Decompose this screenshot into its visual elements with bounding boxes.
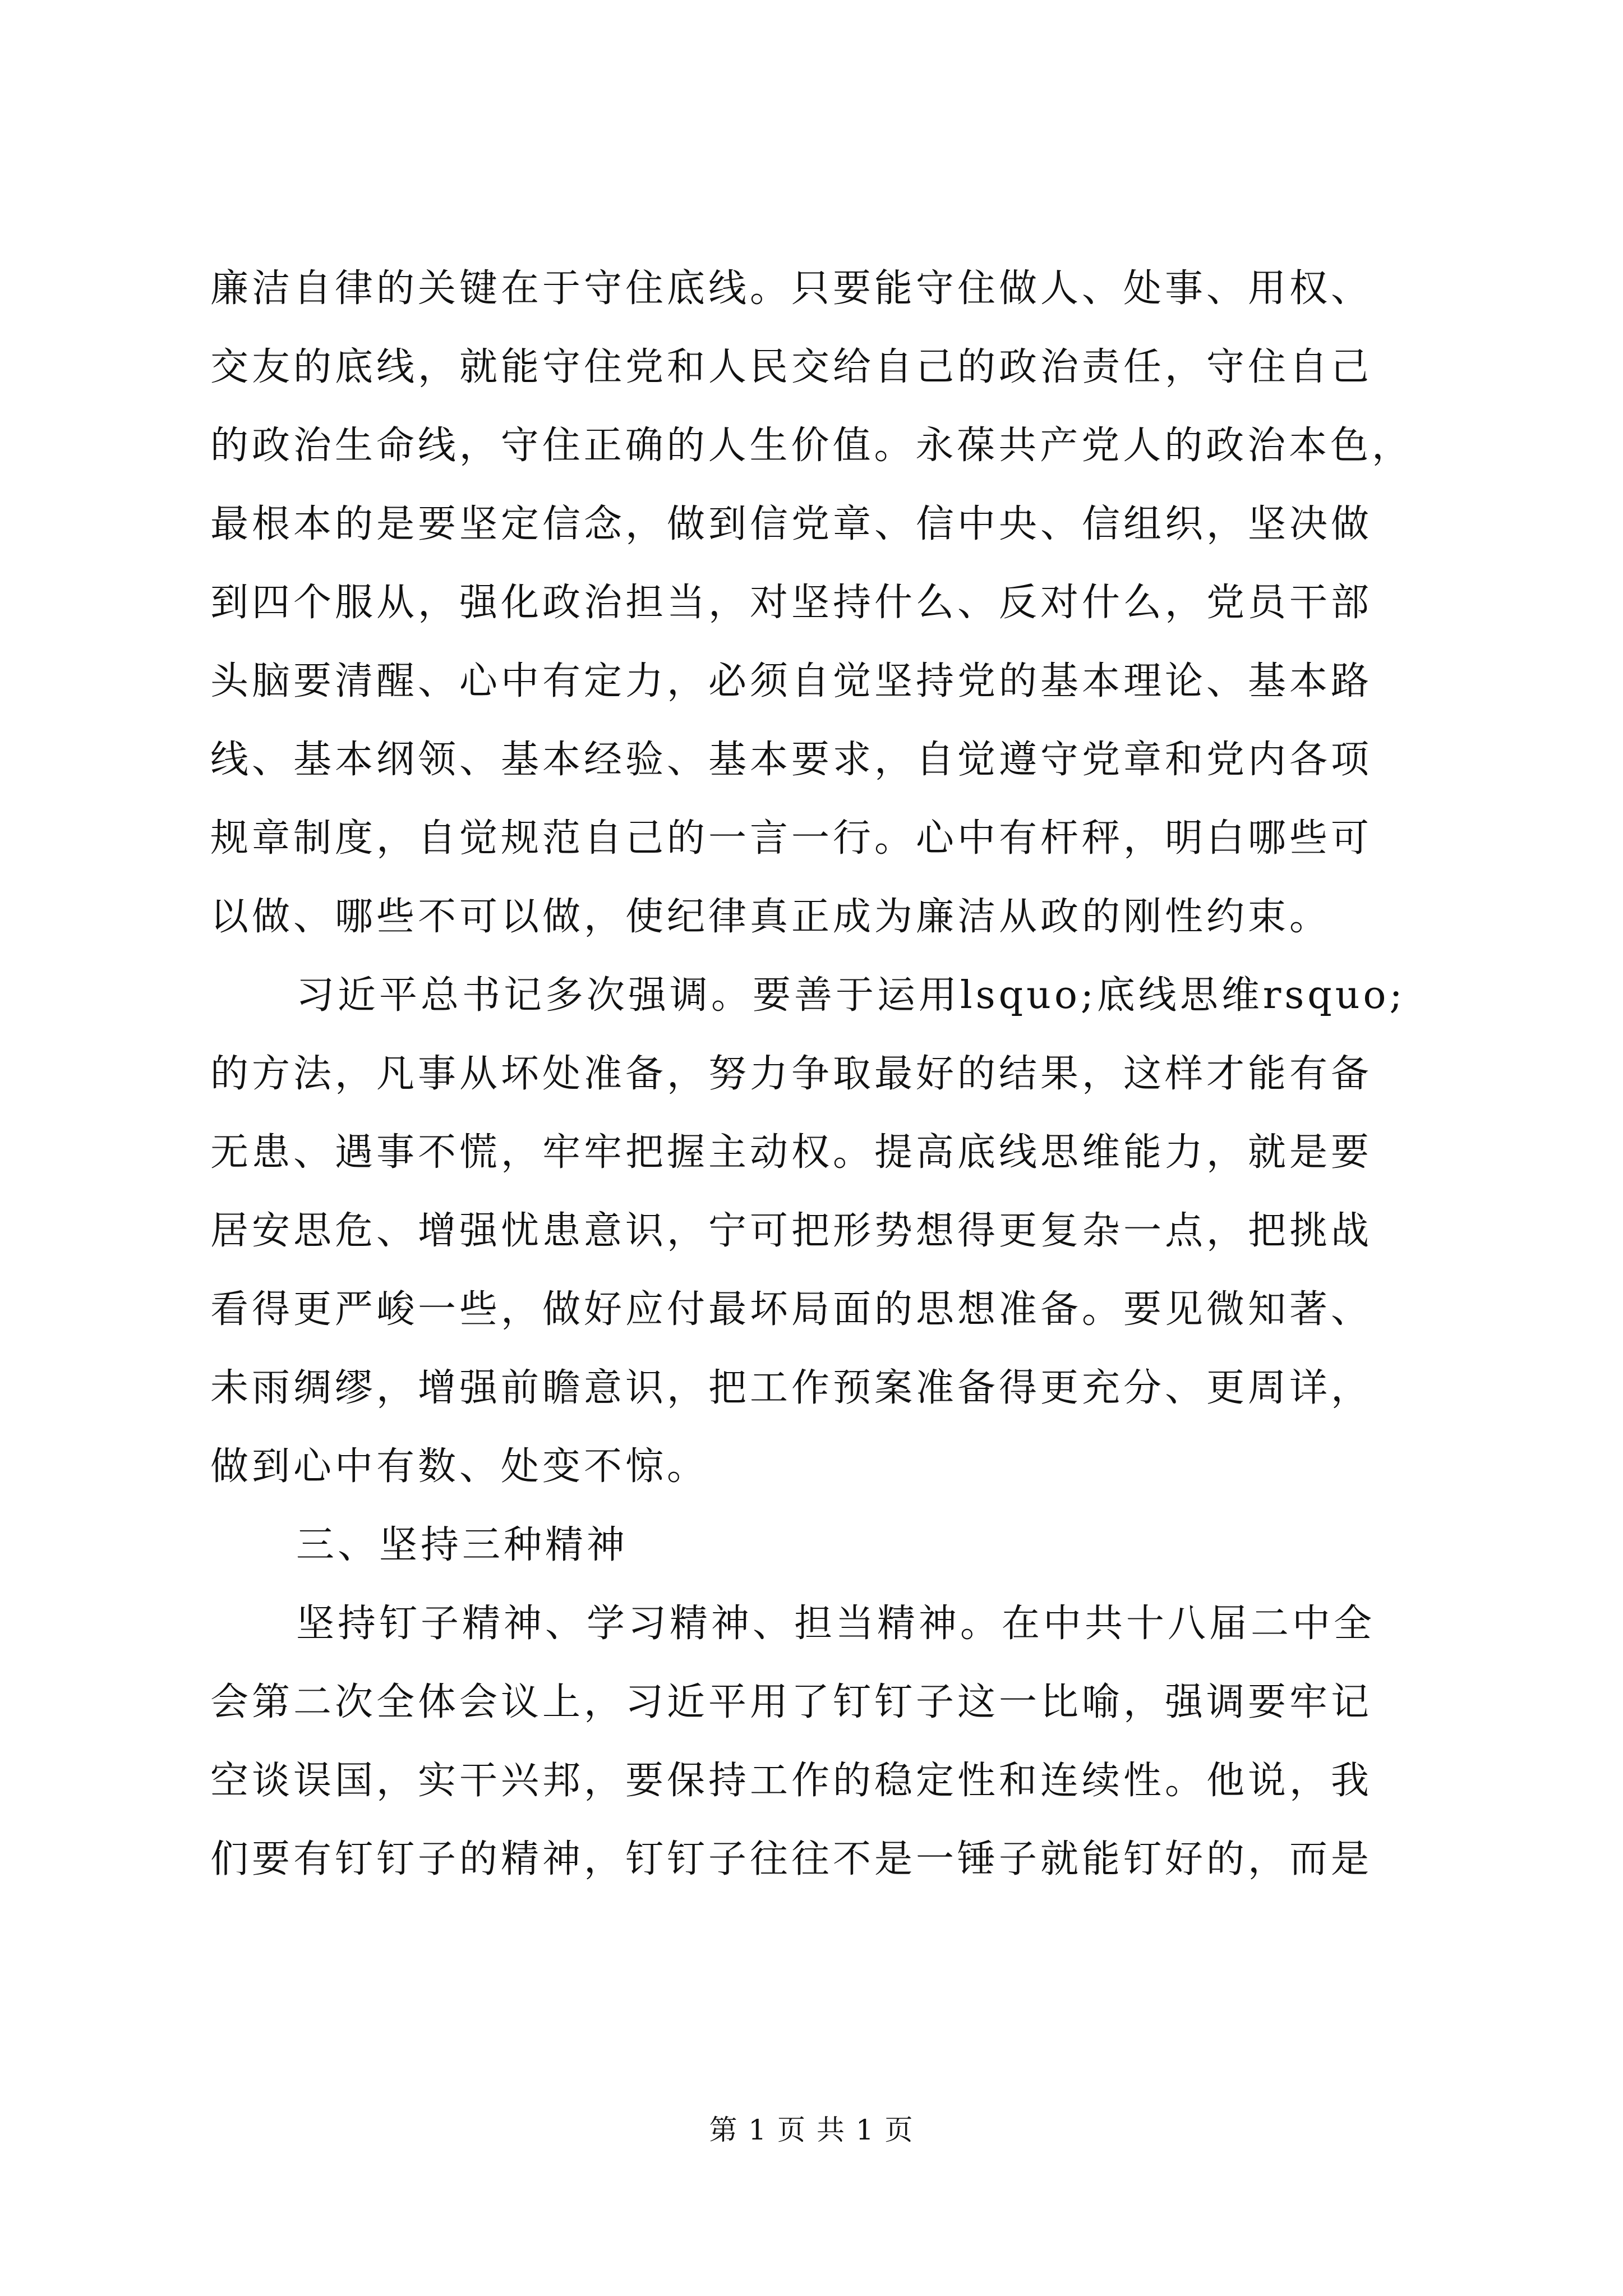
text-line: 坚持钉子精神、学习精神、担当精神。在中共十八届二中全 [296, 1602, 1376, 1646]
text-line: 到四个服从，强化政治担当，对坚持什么、反对什么，党员干部 [210, 581, 1373, 625]
text-line: 交友的底线，就能守住党和人民交给自己的政治责任，守住自己 [210, 345, 1373, 389]
text-line: 做到心中有数、处变不惊。 [210, 1444, 709, 1489]
section-heading: 三、坚持三种精神 [296, 1523, 629, 1567]
text-line: 以做、哪些不可以做，使纪律真正成为廉洁从政的刚性约束。 [210, 895, 1331, 939]
text-line: 的方法，凡事从坏处准备，努力争取最好的结果，这样才能有备 [210, 1052, 1373, 1096]
text-line: 看得更严峻一些，做好应付最坏局面的思想准备。要见微知著、 [210, 1287, 1373, 1332]
text-line: 廉洁自律的关键在于守住底线。只要能守住做人、处事、用权、 [210, 266, 1373, 311]
text-line: 们要有钉钉子的精神，钉钉子往往不是一锤子就能钉好的，而是 [210, 1837, 1373, 1881]
text-line: 的政治生命线，守住正确的人生价值。永葆共产党人的政治本色， [210, 424, 1414, 468]
text-line: 未雨绸缪，增强前瞻意识，把工作预案准备得更充分、更周详， [210, 1366, 1373, 1410]
text-line: 无患、遇事不慌，牢牢把握主动权。提高底线思维能力，就是要 [210, 1130, 1373, 1175]
text-line: 空谈误国，实干兴邦，要保持工作的稳定性和连续性。他说，我 [210, 1759, 1373, 1803]
text-line: 会第二次全体会议上，习近平用了钉钉子这一比喻，强调要牢记 [210, 1680, 1373, 1724]
text-line: 习近平总书记多次强调。要善于运用lsquo;底线思维rsquo; [296, 973, 1406, 1018]
page-number: 第 1 页 共 1 页 [709, 2114, 914, 2146]
text-line: 头脑要清醒、心中有定力，必须自觉坚持党的基本理论、基本路 [210, 659, 1373, 703]
text-line: 规章制度，自觉规范自己的一言一行。心中有杆秤，明白哪些可 [210, 816, 1373, 861]
text-line: 最根本的是要坚定信念，做到信党章、信中央、信组织，坚决做 [210, 502, 1373, 546]
text-line: 居安思危、增强忧患意识，宁可把形势想得更复杂一点，把挑战 [210, 1209, 1373, 1253]
text-line: 线、基本纲领、基本经验、基本要求，自觉遵守党章和党内各项 [210, 738, 1373, 782]
